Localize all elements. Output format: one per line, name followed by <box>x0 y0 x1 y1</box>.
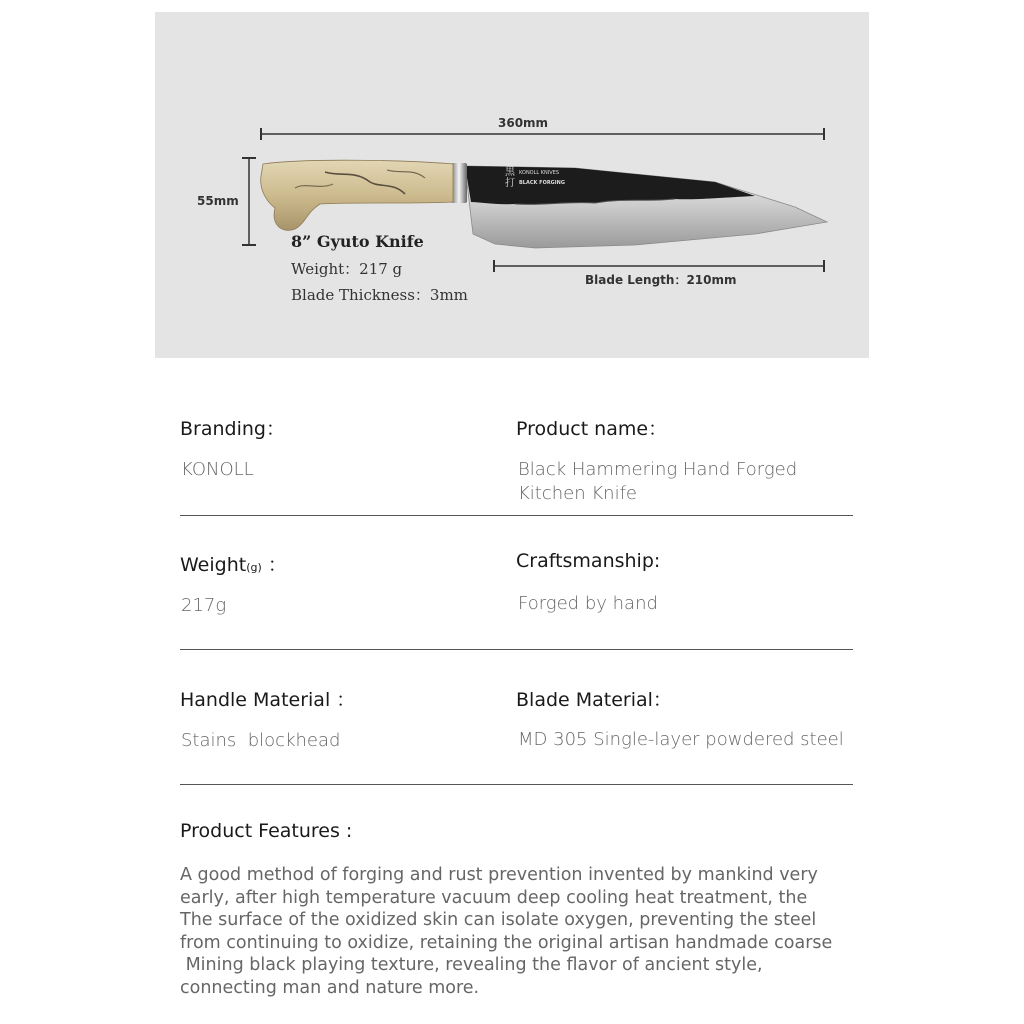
knife-thickness-line: Blade Thickness：3mm <box>291 286 468 304</box>
features-line: early, after high temperature vacuum deep cooling heat treatment, the <box>180 887 808 908</box>
product-name-value <box>518 458 797 506</box>
craftsmanship-value: Forged by hand <box>518 593 658 614</box>
height-label: 55mm <box>197 194 239 208</box>
product-image-panel <box>155 12 869 358</box>
branding-label: Branding： <box>180 418 285 440</box>
weight-value: 217g <box>181 595 227 616</box>
divider-1 <box>180 515 853 516</box>
handle-material-label: Handle Material ： <box>180 689 356 711</box>
craftsmanship-label: Craftsmanship: <box>516 550 661 572</box>
branding-value: KONOLL <box>181 459 254 480</box>
total-length-label: 360mm <box>498 116 549 130</box>
features-line: A good method of forging and rust prevention invented by mankind very <box>180 865 818 885</box>
features-line: connecting man and nature more. <box>180 977 480 998</box>
dimension-height <box>242 158 256 245</box>
weight-label <box>180 550 287 577</box>
product-features-title: Product Features : <box>180 820 353 842</box>
weight-label-unit: (g) <box>246 561 262 574</box>
knife-weight-line: Weight：217 g <box>291 260 403 278</box>
features-line: Mining black playing texture, revealing the flavor of ancient style, <box>180 955 763 975</box>
kanji-stamp: 黒打 <box>505 167 515 189</box>
blade-material-value: MD 305 Single-layer powdered steel <box>518 729 844 750</box>
weight-label-suffix: ： <box>261 554 287 576</box>
blade-material-label: Blade Material： <box>516 689 672 711</box>
handle-material-value: Stains blockhead <box>181 730 341 751</box>
features-line: from continuing to oxidize, retaining the original artisan handmade coarse <box>180 932 833 953</box>
weight-label-text: Weight <box>180 554 247 576</box>
product-name-line-2: Kitchen Knife <box>518 483 637 504</box>
knife-handle <box>261 160 453 230</box>
product-name-label: Product name： <box>516 418 668 440</box>
divider-2 <box>180 649 853 650</box>
product-features-body <box>180 864 870 999</box>
knife-blade <box>465 166 827 248</box>
blade-length-label: Blade Length：210mm <box>585 273 737 287</box>
blade-forging-engraving: BLACK FORGING <box>519 180 565 186</box>
features-line: The surface of the oxidized skin can isolate oxygen, preventing the steel <box>180 910 817 930</box>
divider-3 <box>180 784 853 785</box>
product-name-line-1: Black Hammering Hand Forged <box>518 459 798 480</box>
blade-brand-engraving: KONOLL KNIVES <box>519 170 560 176</box>
knife-model-title: 8” Gyuto Knife <box>291 232 424 251</box>
